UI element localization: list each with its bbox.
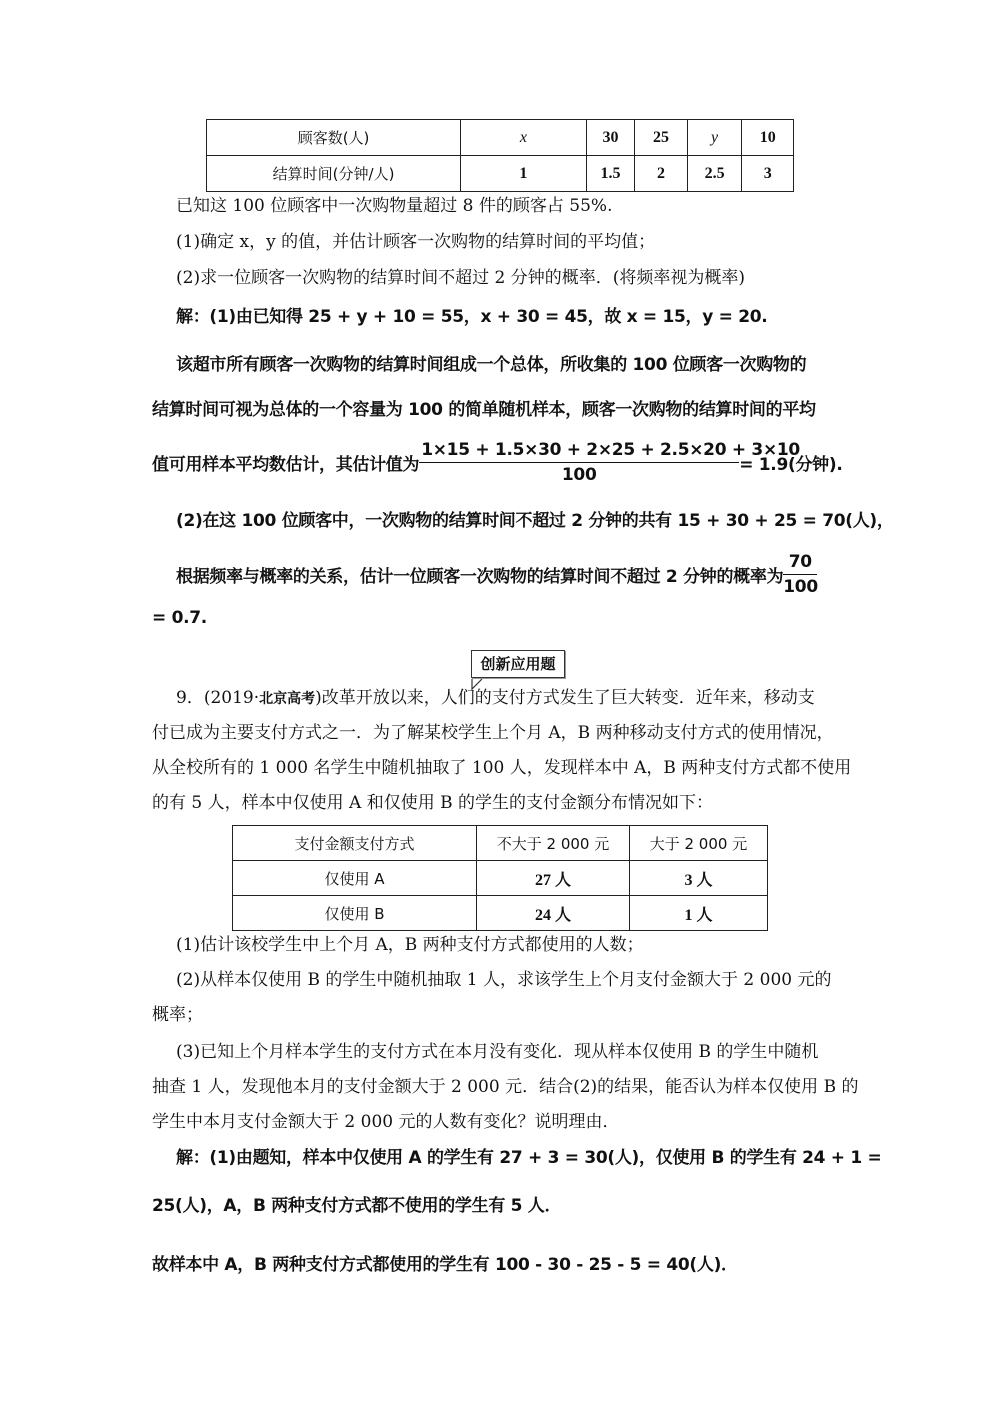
table-row bbox=[233, 861, 768, 896]
table-cell: 27 人 bbox=[477, 861, 630, 896]
table-row bbox=[207, 156, 794, 192]
question-2: (2)从样本仅使用 B 的学生中随机抽取 1 人，求该学生上个月支付金额大于 2 000 元的 bbox=[176, 970, 832, 990]
row-header: 顾客数(人) bbox=[207, 120, 461, 156]
solution-paragraph-line: 结算时间可视为总体的一个容量为 100 的简单随机样本，顾客一次购物的结算时间的平均 bbox=[152, 400, 816, 420]
question-3-cont: 抽查 1 人，发现他本月的支付金额大于 2 000 元．结合(2)的结果，能否认为样本仅使用 B 的 bbox=[152, 1077, 859, 1097]
table-cell: 1 bbox=[461, 156, 587, 192]
table-cell: 30 bbox=[586, 120, 635, 156]
source-label: 北京高考 bbox=[259, 691, 316, 707]
row-header: 结算时间(分钟/人) bbox=[207, 156, 461, 192]
solution-9-line: 解：(1)由题知，样本中仅使用 A 的学生有 27 + 3 = 30(人)，仅使用 B 的学生有 24 + 1 = bbox=[176, 1148, 882, 1168]
probability-fraction bbox=[783, 552, 817, 597]
table-cell: 1.5 bbox=[586, 156, 635, 192]
payment-distribution-table bbox=[232, 825, 768, 931]
table-cell: 2 bbox=[635, 156, 688, 192]
question-3: (3)已知上个月样本学生的支付方式在本月没有变化．现从样本仅使用 B 的学生中随机 bbox=[176, 1042, 819, 1062]
column-header: 不大于 2 000 元 bbox=[477, 826, 630, 861]
row-header: 仅使用 B bbox=[233, 896, 477, 931]
question-1: (1)估计该校学生中上个月 A，B 两种支付方式都使用的人数； bbox=[176, 935, 644, 955]
table-cell: 2.5 bbox=[687, 156, 742, 192]
checkout-time-table bbox=[206, 119, 794, 192]
probability-line bbox=[176, 552, 817, 597]
text-prefix: 根据频率与概率的关系，估计一位顾客一次购物的结算时间不超过 2 分钟的概率为 bbox=[176, 567, 784, 587]
table-cell: 24 人 bbox=[477, 896, 630, 931]
fraction-numerator: 1×15 + 1.5×30 + 2×25 + 2.5×20 + 3×10 bbox=[419, 440, 739, 463]
solution-9-line: 25(人)，A，B 两种支付方式都不使用的学生有 5 人． bbox=[152, 1196, 562, 1216]
problem-number: 9．(2019· bbox=[176, 688, 260, 708]
table-cell: 25 bbox=[635, 120, 688, 156]
table-cell: 3 人 bbox=[629, 861, 767, 896]
fraction-denominator: 100 bbox=[561, 465, 597, 485]
question-3-cont: 学生中本月支付金额大于 2 000 元的人数有变化？说明理由． bbox=[152, 1112, 620, 1132]
table-cell: x bbox=[461, 120, 587, 156]
column-header: 支付金额支付方式 bbox=[233, 826, 477, 861]
question-2-cont: 概率； bbox=[152, 1005, 203, 1025]
probability-result: = 0.7. bbox=[152, 608, 207, 628]
table-row bbox=[233, 896, 768, 931]
solution-paragraph-line: 该超市所有顾客一次购物的结算时间组成一个总体，所收集的 100 位顾客一次购物的 bbox=[176, 355, 807, 375]
given-statement: 已知这 100 位顾客中一次购物量超过 8 件的顾客占 55%. bbox=[176, 196, 613, 216]
table-cell: 1 人 bbox=[629, 896, 767, 931]
problem-9-line bbox=[176, 688, 815, 709]
text-suffix: = 1.9(分钟). bbox=[739, 455, 843, 475]
fraction-denominator: 100 bbox=[783, 577, 818, 597]
table-cell: 10 bbox=[742, 120, 794, 156]
fraction-numerator: 70 bbox=[783, 552, 817, 575]
table-header-row bbox=[233, 826, 768, 861]
table-row bbox=[207, 120, 794, 156]
solution-9-line: 故样本中 A，B 两种支付方式都使用的学生有 100 - 30 - 25 - 5 = 40(人)． bbox=[152, 1255, 738, 1275]
question-2: (2)求一位顾客一次购物的结算时间不超过 2 分钟的概率．(将频率视为概率) bbox=[176, 268, 745, 288]
row-header: 仅使用 A bbox=[233, 861, 477, 896]
text-prefix: 值可用样本平均数估计，其估计值为 bbox=[152, 455, 420, 475]
problem-text: )改革开放以来，人们的支付方式发生了巨大转变．近年来，移动支 bbox=[315, 688, 815, 708]
table-cell: y bbox=[687, 120, 742, 156]
solution-part1-step: 解：(1)由已知得 25 + y + 10 = 55，x + 30 = 45，故 x = 15，y = 20. bbox=[176, 307, 768, 327]
problem-9-line: 从全校所有的 1 000 名学生中随机抽取了 100 人，发现样本中 A，B 两种支付方式都不使用 bbox=[152, 758, 852, 778]
table-cell: 3 bbox=[742, 156, 794, 192]
problem-9-line: 付已成为主要支付方式之一．为了解某校学生上个月 A，B 两种移动支付方式的使用情况， bbox=[152, 723, 834, 743]
section-label: 创新应用题 bbox=[471, 650, 565, 678]
mean-estimate-line bbox=[152, 440, 842, 485]
column-header: 大于 2 000 元 bbox=[629, 826, 767, 861]
solution-part2-line: (2)在这 100 位顾客中，一次购物的结算时间不超过 2 分钟的共有 15 + 30 + 25 = 70(人)， bbox=[176, 511, 894, 531]
question-1: (1)确定 x，y 的值，并估计顾客一次购物的结算时间的平均值； bbox=[176, 232, 656, 252]
problem-9-line: 的有 5 人，样本中仅使用 A 和仅使用 B 的学生的支付金额分布情况如下： bbox=[152, 793, 714, 813]
